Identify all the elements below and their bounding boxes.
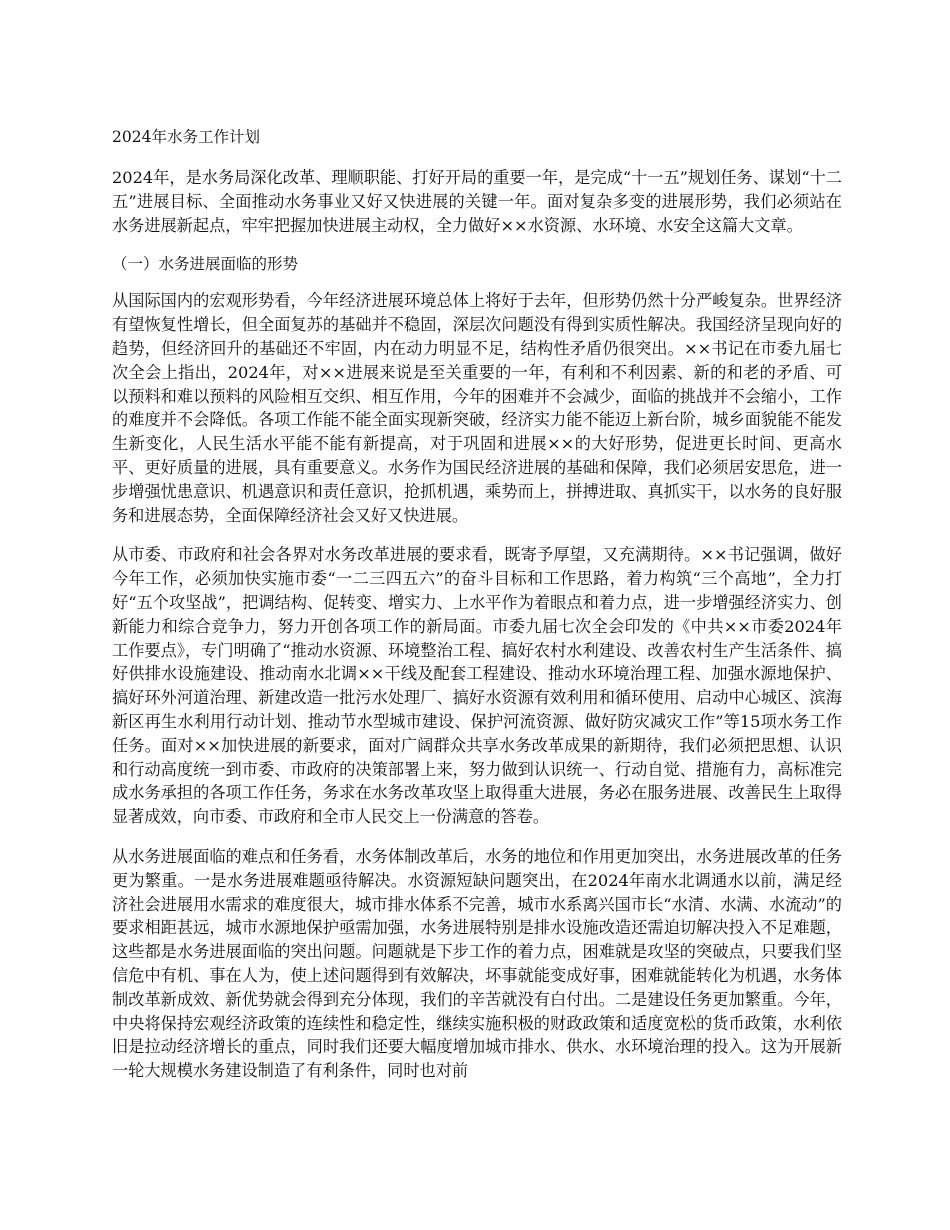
section-paragraph-1: 从国际国内的宏观形势看，今年经济进展环境总体上将好于去年，但形势仍然十分严峻复杂。世界经济有望恢复性增长，但全面复苏的基础并不稳固，深层次问题没有得到实质性解决。我国经济呈现向好的趋势，但经济回升的基础还不牢固，内在动力明显不足，结构性矛盾仍很突出。××书记在市委九届七次全会上指出，2024年，对××进展来说是至关重要的一年，有利和不利因素、新的和老的矛盾、可以预料和难以预料的风险相互交织、相互作用，今年的困难并不会减少，面临的挑战并不会缩小，工作的难度并不会降低。各项工作能不能全面实现新突破，经济实力能不能迈上新台阶，城乡面貌能不能发生新变化，人民生活水平能不能有新提高，对于巩固和进展××的大好形势，促进更长时间、更高水平、更好质量的进展，具有重要意义。水务作为国民经济进展的基础和保障，我们必须居安思危，进一步增强忧患意识、机遇意识和责任意识，抢抓机遇，乘势而上，拼搏进取、真抓实干，以水务的良好服务和进展态势，全面保障经济社会又好又快进展。 xyxy=(112,291,842,525)
document-title: 2024年水务工作计划 xyxy=(112,128,260,146)
section-heading: （一）水务进展面临的形势 xyxy=(112,255,299,274)
section-paragraph-2: 从市委、市政府和社会各界对水务改革进展的要求看，既寄予厚望，又充满期待。××书记强调，做好今年工作，必须加快实施市委“一二三四五六”的奋斗目标和工作思路，着力构筑“三个高地”，全力打好“五个攻坚战”，把调结构、促转变、增实力、上水平作为着眼点和着力点，进一步增强经济实力、创新能力和综合竞争力，努力开创各项工作的新局面。市委九届七次全会印发的《中共××市委2024年工作要点》，专门明确了“推动水资源、环境整治工程、搞好农村水利建设、改善农村生产生活条件、搞好供排水设施建设、推动南水北调××干线及配套工程建设、推动水环境治理工程、加强水源地保护、搞好环外河道治理、新建改造一批污水处理厂、搞好水资源有效利用和循环使用、启动中心城区、滨海新区再生水利用行动计划、推动节水型城市建设、保护河流资源、做好防灾减灾工作”等15项水务工作任务。面对××加快进展的新要求，面对广阔群众共享水务改革成果的新期待，我们必须把思想、认识和行动高度统一到市委、市政府的决策部署上来，努力做到认识统一、行动自觉、措施有力，高标准完成水务承担的各项工作任务，务求在水务改革攻坚上取得重大进展，务必在服务进展、改善民生上取得显著成效，向市委、市政府和全市人民交上一份满意的答卷。 xyxy=(112,545,842,827)
document-page xyxy=(112,126,842,1099)
intro-paragraph: 2024年，是水务局深化改革、理顺职能、打好开局的重要一年，是完成“十一五”规划任务、谋划“十二五”进展目标、全面推动水务事业又好又快进展的关键一年。面对复杂多变的进展形势，我们必须站在水务进展新起点，牢牢把握加快进展主动权，全力做好××水资源、水环境、水安全这篇大文章。 xyxy=(112,168,842,235)
section-paragraph-3: 从水务进展面临的难点和任务看，水务体制改革后，水务的地位和作用更加突出，水务进展改革的任务更为繁重。一是水务进展难题亟待解决。水资源短缺问题突出，在2024年南水北调通水以前，满足经济社会进展用水需求的难度很大，城市排水体系不完善，城市水系离兴国市长“水清、水满、水流动”的要求相距甚远，城市水源地保护亟需加强，水务进展特别是排水设施改造还需迫切解决投入不足难题，这些都是水务进展面临的突出问题。问题就是下步工作的着力点，困难就是攻坚的突破点，只要我们坚信危中有机、事在人为，使上述问题得到有效解决，坏事就能变成好事，困难就能转化为机遇，水务体制改革新成效、新优势就会得到充分体现，我们的辛苦就没有白付出。二是建设任务更加繁重。今年，中央将保持宏观经济政策的连续性和稳定性，继续实施积极的财政政策和适度宽松的货币政策，水利依旧是拉动经济增长的重点，同时我们还要大幅度增加城市排水、供水、水环境治理的投入。这为开展新一轮大规模水务建设制造了有利条件，同时也对前 xyxy=(112,846,842,1081)
